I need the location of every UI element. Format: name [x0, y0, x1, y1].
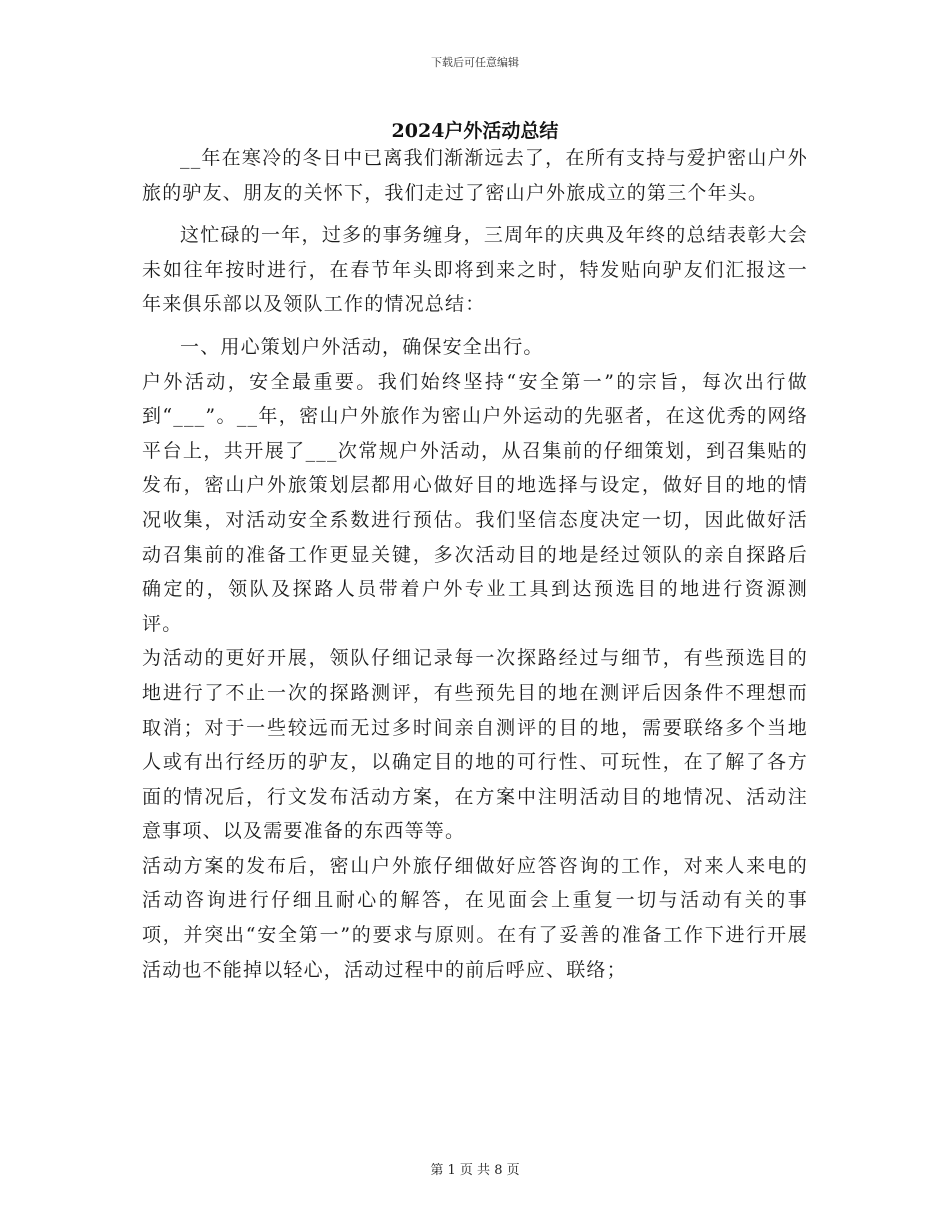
- document-body: [142, 141, 808, 987]
- paragraph-consulting: 活动方案的发布后，密山户外旅仔细做好应答咨询的工作，对来人来电的活动咨询进行仔细且耐心的解答，在见面会上重复一切与活动有关的事项，并突出“安全第一”的要求与原则。在有了妥善的准备工作下进行开展活动也不能掉以轻心，活动过程中的前后呼应、联络；: [142, 854, 808, 981]
- page-number: 第 1 页 共 8 页: [430, 1163, 520, 1178]
- document-title: 2024户外活动总结: [391, 120, 559, 142]
- section-heading-1: 一、用心策划户外活动，确保安全出行。: [180, 335, 544, 358]
- paragraph-overview: 这忙碌的一年，过多的事务缠身，三周年的庆典及年终的总结表彰大会未如往年按时进行，在春节年头即将到来之时，特发贴向驴友们汇报这一年来俱乐部以及领队工作的情况总结：: [142, 224, 808, 316]
- paragraph-safety: 户外活动，安全最重要。我们始终坚持“安全第一”的宗旨，每次出行做到“___”。__年，密山户外旅作为密山户外运动的先驱者，在这优秀的网络平台上，共开展了___次常规户外活动，从召集前的仔细策划，到召集贴的发布，密山户外旅策划层都用心做好目的地选择与设定，做好目的地的情况收集，对活动安全系数进行预估。我们坚信态度决定一切，因此做好活动召集前的准备工作更显关键，多次活动目的地是经过领队的亲自探路后确定的，领队及探路人员带着户外专业工具到达预选目的地进行资源测评。: [142, 370, 808, 635]
- download-note: 下载后可任意编辑: [431, 56, 519, 69]
- paragraph-scouting: 为活动的更好开展，领队仔细记录每一次探路经过与细节，有些预选目的地进行了不止一次的探路测评，有些预先目的地在测评后因条件不理想而取消；对于一些较远而无过多时间亲自测评的目的地，需要联络多个当地人或有出行经历的驴友，以确定目的地的可行性、可玩性，在了解了各方面的情况后，行文发布活动方案，在方案中注明活动目的地情况、活动注意事项、以及需要准备的东西等等。: [142, 647, 808, 843]
- paragraph-intro: __年在寒冷的冬日中已离我们渐渐远去了，在所有支持与爱护密山户外旅的驴友、朋友的关怀下，我们走过了密山户外旅成立的第三个年头。: [142, 147, 808, 204]
